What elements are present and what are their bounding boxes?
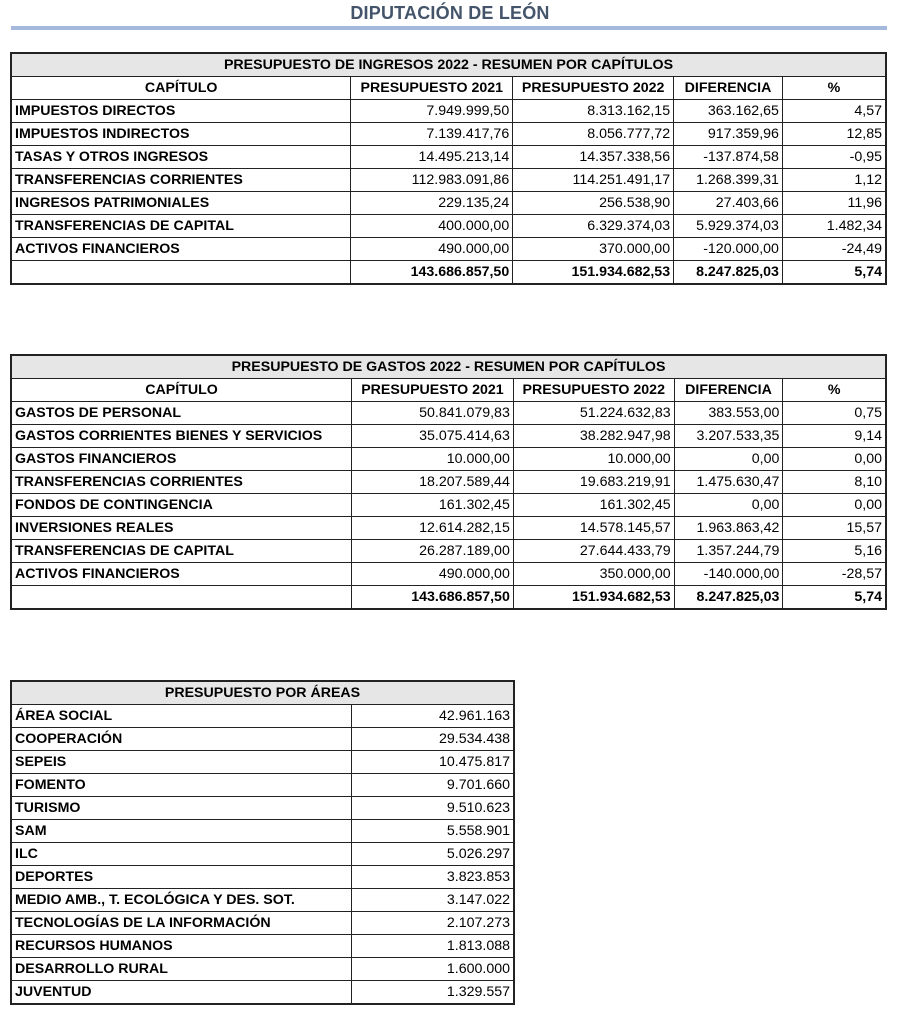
total-value: 143.686.857,50: [352, 586, 514, 610]
chapter-label: GASTOS DE PERSONAL: [11, 402, 352, 425]
table-row: [11, 912, 514, 935]
table-row: [11, 169, 886, 192]
table-row: [11, 517, 886, 540]
total-value: 151.934.682,53: [513, 586, 674, 610]
table-row: [11, 705, 514, 728]
table-row: [11, 448, 886, 471]
area-value: 1.600.000: [351, 958, 514, 981]
table-row: [11, 889, 514, 912]
chapter-label: TRANSFERENCIAS CORRIENTES: [11, 471, 352, 494]
value-cell: 50.841.079,83: [352, 402, 514, 425]
column-header: %: [782, 77, 886, 100]
value-cell: 8.056.777,72: [513, 123, 674, 146]
value-cell: 6.329.374,03: [513, 215, 674, 238]
chapter-label: GASTOS FINANCIEROS: [11, 448, 352, 471]
table-row: [11, 820, 514, 843]
total-value: 8.247.825,03: [674, 586, 783, 610]
table-row: [11, 540, 886, 563]
value-cell: 917.359,96: [674, 123, 783, 146]
chapter-label: IMPUESTOS INDIRECTOS: [11, 123, 351, 146]
value-cell: 35.075.414,63: [352, 425, 514, 448]
table-caption-row: [11, 53, 886, 77]
gastos-table: [10, 354, 887, 610]
value-cell: 9,14: [783, 425, 886, 448]
table-caption-row: [11, 355, 886, 379]
value-cell: 27.644.433,79: [513, 540, 674, 563]
chapter-label: FONDOS DE CONTINGENCIA: [11, 494, 352, 517]
table-row: [11, 843, 514, 866]
value-cell: -0,95: [782, 146, 886, 169]
value-cell: 229.135,24: [351, 192, 513, 215]
column-header: PRESUPUESTO 2022: [513, 77, 674, 100]
table-row: [11, 935, 514, 958]
value-cell: 1.357.244,79: [674, 540, 783, 563]
area-label: ILC: [11, 843, 351, 866]
total-row: [11, 586, 886, 610]
value-cell: 0,00: [674, 494, 783, 517]
table-row: [11, 958, 514, 981]
chapter-label: ACTIVOS FINANCIEROS: [11, 563, 352, 586]
table-caption: PRESUPUESTO POR ÁREAS: [11, 681, 514, 705]
table-row: [11, 238, 886, 261]
value-cell: 15,57: [783, 517, 886, 540]
value-cell: 490.000,00: [351, 238, 513, 261]
column-header: CAPÍTULO: [11, 77, 351, 100]
value-cell: 7.139.417,76: [351, 123, 513, 146]
table-row: [11, 774, 514, 797]
value-cell: 350.000,00: [513, 563, 674, 586]
table-row: [11, 123, 886, 146]
value-cell: 4,57: [782, 100, 886, 123]
area-label: FOMENTO: [11, 774, 351, 797]
value-cell: 12,85: [782, 123, 886, 146]
value-cell: 14.495.213,14: [351, 146, 513, 169]
table-caption-row: [11, 681, 514, 705]
value-cell: 8,10: [783, 471, 886, 494]
page-title: DIPUTACIÓN DE LEÓN: [350, 3, 550, 23]
value-cell: 0,00: [674, 448, 783, 471]
table-row: [11, 728, 514, 751]
area-label: JUVENTUD: [11, 981, 351, 1005]
column-header: %: [783, 379, 886, 402]
value-cell: 0,00: [783, 448, 886, 471]
area-label: ÁREA SOCIAL: [11, 705, 351, 728]
column-header: DIFERENCIA: [674, 77, 783, 100]
table-row: [11, 797, 514, 820]
area-label: SEPEIS: [11, 751, 351, 774]
value-cell: 14.578.145,57: [513, 517, 674, 540]
value-cell: 161.302,45: [352, 494, 514, 517]
value-cell: 14.357.338,56: [513, 146, 674, 169]
table-row: [11, 402, 886, 425]
table-row: [11, 494, 886, 517]
value-cell: 7.949.999,50: [351, 100, 513, 123]
chapter-label: INVERSIONES REALES: [11, 517, 352, 540]
value-cell: 400.000,00: [351, 215, 513, 238]
value-cell: 38.282.947,98: [513, 425, 674, 448]
total-value: 5,74: [783, 586, 886, 610]
table-row: [11, 425, 886, 448]
area-label: COOPERACIÓN: [11, 728, 351, 751]
column-header: PRESUPUESTO 2022: [513, 379, 674, 402]
value-cell: 27.403,66: [674, 192, 783, 215]
area-label: MEDIO AMB., T. ECOLÓGICA Y DES. SOT.: [11, 889, 351, 912]
area-value: 1.329.557: [351, 981, 514, 1005]
table-caption: PRESUPUESTO DE GASTOS 2022 - RESUMEN POR CAPÍTULOS: [11, 355, 886, 379]
chapter-label: GASTOS CORRIENTES BIENES Y SERVICIOS: [11, 425, 352, 448]
value-cell: 112.983.091,86: [351, 169, 513, 192]
area-value: 2.107.273: [351, 912, 514, 935]
area-label: SAM: [11, 820, 351, 843]
area-value: 42.961.163: [351, 705, 514, 728]
area-value: 5.558.901: [351, 820, 514, 843]
area-value: 29.534.438: [351, 728, 514, 751]
areas-table: [10, 680, 515, 1005]
table-row: [11, 100, 886, 123]
title-underline: [11, 26, 887, 30]
total-label: [11, 586, 352, 610]
value-cell: 1.475.630,47: [674, 471, 783, 494]
total-value: 151.934.682,53: [513, 261, 674, 285]
value-cell: -137.874,58: [674, 146, 783, 169]
area-label: DESARROLLO RURAL: [11, 958, 351, 981]
table-row: [11, 751, 514, 774]
table-row: [11, 192, 886, 215]
area-value: 3.823.853: [351, 866, 514, 889]
value-cell: 12.614.282,15: [352, 517, 514, 540]
chapter-label: IMPUESTOS DIRECTOS: [11, 100, 351, 123]
value-cell: 5,16: [783, 540, 886, 563]
value-cell: 256.538,90: [513, 192, 674, 215]
area-value: 9.510.623: [351, 797, 514, 820]
total-row: [11, 261, 886, 285]
area-value: 9.701.660: [351, 774, 514, 797]
value-cell: 5.929.374,03: [674, 215, 783, 238]
value-cell: 0,00: [783, 494, 886, 517]
table-row: [11, 563, 886, 586]
value-cell: 1,12: [782, 169, 886, 192]
chapter-label: TASAS Y OTROS INGRESOS: [11, 146, 351, 169]
table-row: [11, 146, 886, 169]
value-cell: -120.000,00: [674, 238, 783, 261]
area-value: 5.026.297: [351, 843, 514, 866]
column-header: CAPÍTULO: [11, 379, 352, 402]
area-label: TECNOLOGÍAS DE LA INFORMACIÓN: [11, 912, 351, 935]
total-value: 143.686.857,50: [351, 261, 513, 285]
area-value: 1.813.088: [351, 935, 514, 958]
value-cell: 18.207.589,44: [352, 471, 514, 494]
area-label: DEPORTES: [11, 866, 351, 889]
value-cell: 11,96: [782, 192, 886, 215]
value-cell: -140.000,00: [674, 563, 783, 586]
column-header: PRESUPUESTO 2021: [352, 379, 514, 402]
value-cell: 1.268.399,31: [674, 169, 783, 192]
column-header: PRESUPUESTO 2021: [351, 77, 513, 100]
value-cell: 161.302,45: [513, 494, 674, 517]
chapter-label: TRANSFERENCIAS DE CAPITAL: [11, 540, 352, 563]
area-value: 3.147.022: [351, 889, 514, 912]
value-cell: 0,75: [783, 402, 886, 425]
area-label: TURISMO: [11, 797, 351, 820]
value-cell: 1.963.863,42: [674, 517, 783, 540]
table-row: [11, 866, 514, 889]
value-cell: 3.207.533,35: [674, 425, 783, 448]
column-header: DIFERENCIA: [674, 379, 783, 402]
header-row: [11, 77, 886, 100]
value-cell: 51.224.632,83: [513, 402, 674, 425]
total-label: [11, 261, 351, 285]
table-row: [11, 471, 886, 494]
value-cell: 370.000,00: [513, 238, 674, 261]
chapter-label: TRANSFERENCIAS CORRIENTES: [11, 169, 351, 192]
header-row: [11, 379, 886, 402]
table-row: [11, 981, 514, 1005]
chapter-label: INGRESOS PATRIMONIALES: [11, 192, 351, 215]
area-value: 10.475.817: [351, 751, 514, 774]
value-cell: 26.287.189,00: [352, 540, 514, 563]
value-cell: 490.000,00: [352, 563, 514, 586]
value-cell: 10.000,00: [352, 448, 514, 471]
chapter-label: ACTIVOS FINANCIEROS: [11, 238, 351, 261]
table-row: [11, 215, 886, 238]
total-value: 5,74: [782, 261, 886, 285]
ingresos-table: [10, 52, 887, 285]
value-cell: 1.482,34: [782, 215, 886, 238]
value-cell: -28,57: [783, 563, 886, 586]
value-cell: 10.000,00: [513, 448, 674, 471]
total-value: 8.247.825,03: [674, 261, 783, 285]
chapter-label: TRANSFERENCIAS DE CAPITAL: [11, 215, 351, 238]
value-cell: 383.553,00: [674, 402, 783, 425]
value-cell: 114.251.491,17: [513, 169, 674, 192]
table-caption: PRESUPUESTO DE INGRESOS 2022 - RESUMEN POR CAPÍTULOS: [11, 53, 886, 77]
value-cell: -24,49: [782, 238, 886, 261]
value-cell: 19.683.219,91: [513, 471, 674, 494]
value-cell: 8.313.162,15: [513, 100, 674, 123]
value-cell: 363.162,65: [674, 100, 783, 123]
area-label: RECURSOS HUMANOS: [11, 935, 351, 958]
